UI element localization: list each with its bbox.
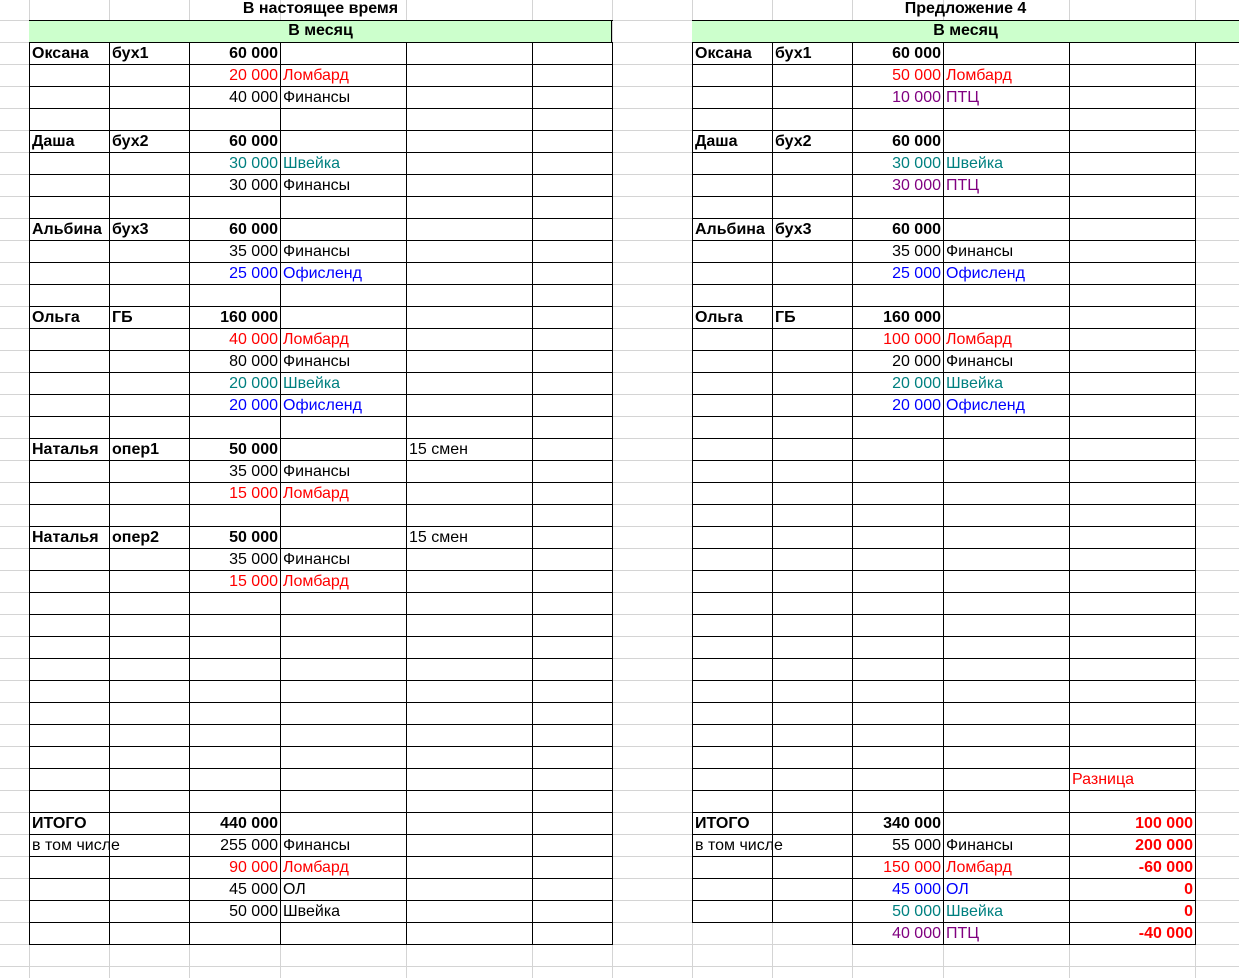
- cell-D11[interactable]: Финансы: [283, 243, 351, 260]
- cell-L40[interactable]: ОЛ: [946, 881, 969, 898]
- cell-D41[interactable]: Швейка: [283, 903, 341, 920]
- cell-C20[interactable]: 50 000: [229, 441, 278, 458]
- cell-border: [692, 460, 1196, 461]
- right_block-title: Предложение 4: [904, 0, 1027, 17]
- right_block-subheader: В месяц: [933, 22, 998, 39]
- cell-border: [692, 570, 1196, 571]
- cell-C7[interactable]: 30 000: [229, 155, 278, 172]
- cell-border: [29, 746, 613, 747]
- cell-I6[interactable]: Даша: [695, 133, 738, 150]
- cell-border: [692, 592, 1196, 593]
- cell-K38[interactable]: 55 000: [892, 837, 941, 854]
- cell-K14[interactable]: 160 000: [883, 309, 941, 326]
- cell-I38[interactable]: в том числе: [695, 837, 783, 854]
- cell-C17[interactable]: 20 000: [229, 375, 278, 392]
- cell-I14[interactable]: Ольга: [695, 309, 743, 326]
- cell-K3[interactable]: 50 000: [892, 67, 941, 84]
- cell-L4[interactable]: ПТЦ: [946, 89, 980, 106]
- cell-D22[interactable]: Ломбард: [283, 485, 349, 502]
- cell-C21[interactable]: 35 000: [229, 463, 278, 480]
- cell-L15[interactable]: Ломбард: [946, 331, 1012, 348]
- cell-D17[interactable]: Швейка: [283, 375, 341, 392]
- left_block-subheader: В месяц: [288, 22, 353, 39]
- cell-L41[interactable]: Швейка: [946, 903, 1004, 920]
- cell-border: [692, 526, 1196, 527]
- cell-K12[interactable]: 25 000: [892, 265, 941, 282]
- cell-J6[interactable]: бух2: [775, 133, 812, 150]
- cell-L16[interactable]: Финансы: [946, 353, 1014, 370]
- cell-J14[interactable]: ГБ: [775, 309, 796, 326]
- cell-D21[interactable]: Финансы: [283, 463, 351, 480]
- cell-L12[interactable]: Офисленд: [946, 265, 1025, 282]
- cell-border: [29, 812, 613, 813]
- cell-N35[interactable]: Разница: [1072, 771, 1135, 788]
- cell-D40[interactable]: ОЛ: [283, 881, 306, 898]
- cell-D18[interactable]: Офисленд: [283, 397, 362, 414]
- cell-E20[interactable]: 15 смен: [409, 441, 468, 458]
- cell-D8[interactable]: Финансы: [283, 177, 351, 194]
- cell-L39[interactable]: Ломбард: [946, 859, 1012, 876]
- cell-K39[interactable]: 150 000: [883, 859, 941, 876]
- cell-K4[interactable]: 10 000: [892, 89, 941, 106]
- cell-C6[interactable]: 60 000: [229, 133, 278, 150]
- cell-A24[interactable]: Наталья: [32, 529, 99, 546]
- cell-A37[interactable]: ИТОГО: [32, 815, 87, 832]
- cell-B14[interactable]: ГБ: [112, 309, 133, 326]
- cell-D26[interactable]: Ломбард: [283, 573, 349, 590]
- cell-I2[interactable]: Оксана: [695, 45, 752, 62]
- cell-A2[interactable]: Оксана: [32, 45, 89, 62]
- cell-L38[interactable]: Финансы: [946, 837, 1014, 854]
- cell-A6[interactable]: Даша: [32, 133, 75, 150]
- cell-A20[interactable]: Наталья: [32, 441, 99, 458]
- cell-D4[interactable]: Финансы: [283, 89, 351, 106]
- cell-border: [692, 680, 1196, 681]
- cell-I10[interactable]: Альбина: [695, 221, 765, 238]
- cell-B10[interactable]: бух3: [112, 221, 149, 238]
- cell-K42[interactable]: 40 000: [892, 925, 941, 942]
- cell-N40[interactable]: 0: [1184, 881, 1193, 898]
- cell-N41[interactable]: 0: [1184, 903, 1193, 920]
- cell-border: [1195, 922, 1196, 944]
- cell-border: [692, 482, 1196, 483]
- cell-J2[interactable]: бух1: [775, 45, 812, 62]
- cell-K17[interactable]: 20 000: [892, 375, 941, 392]
- cell-C10[interactable]: 60 000: [229, 221, 278, 238]
- cell-L7[interactable]: Швейка: [946, 155, 1004, 172]
- cell-border: [612, 42, 613, 944]
- cell-K40[interactable]: 45 000: [892, 881, 941, 898]
- cell-border: [692, 636, 1196, 637]
- cell-N38[interactable]: 200 000: [1135, 837, 1193, 854]
- cell-C18[interactable]: 20 000: [229, 397, 278, 414]
- cell-K15[interactable]: 100 000: [883, 331, 941, 348]
- gridline: [0, 966, 1239, 967]
- cell-C41[interactable]: 50 000: [229, 903, 278, 920]
- cell-K7[interactable]: 30 000: [892, 155, 941, 172]
- cell-K18[interactable]: 20 000: [892, 397, 941, 414]
- cell-border: [29, 944, 613, 945]
- cell-C14[interactable]: 160 000: [220, 309, 278, 326]
- cell-border: [692, 658, 1196, 659]
- cell-C3[interactable]: 20 000: [229, 67, 278, 84]
- cell-border: [109, 42, 110, 944]
- cell-C37[interactable]: 440 000: [220, 815, 278, 832]
- cell-D12[interactable]: Офисленд: [283, 265, 362, 282]
- cell-border: [692, 724, 1196, 725]
- cell-K2[interactable]: 60 000: [892, 45, 941, 62]
- cell-D3[interactable]: Ломбард: [283, 67, 349, 84]
- cell-D7[interactable]: Швейка: [283, 155, 341, 172]
- cell-B6[interactable]: бух2: [112, 133, 149, 150]
- cell-A10[interactable]: Альбина: [32, 221, 102, 238]
- cell-C26[interactable]: 15 000: [229, 573, 278, 590]
- cell-border: [29, 680, 613, 681]
- cell-L11[interactable]: Финансы: [946, 243, 1014, 260]
- cell-D39[interactable]: Ломбард: [283, 859, 349, 876]
- cell-N39[interactable]: -60 000: [1138, 859, 1193, 876]
- cell-border: [29, 42, 30, 944]
- cell-C22[interactable]: 15 000: [229, 485, 278, 502]
- cell-border: [692, 614, 1196, 615]
- cell-L18[interactable]: Офисленд: [946, 397, 1025, 414]
- cell-C12[interactable]: 25 000: [229, 265, 278, 282]
- cell-K41[interactable]: 50 000: [892, 903, 941, 920]
- cell-border: [692, 438, 1196, 439]
- cell-L3[interactable]: Ломбард: [946, 67, 1012, 84]
- cell-C39[interactable]: 90 000: [229, 859, 278, 876]
- cell-B2[interactable]: бух1: [112, 45, 149, 62]
- cell-K37[interactable]: 340 000: [883, 815, 941, 832]
- cell-K16[interactable]: 20 000: [892, 353, 941, 370]
- cell-C24[interactable]: 50 000: [229, 529, 278, 546]
- cell-K10[interactable]: 60 000: [892, 221, 941, 238]
- cell-D38[interactable]: Финансы: [283, 837, 351, 854]
- cell-C16[interactable]: 80 000: [229, 353, 278, 370]
- cell-border: [29, 768, 613, 769]
- cell-C8[interactable]: 30 000: [229, 177, 278, 194]
- cell-C11[interactable]: 35 000: [229, 243, 278, 260]
- cell-K8[interactable]: 30 000: [892, 177, 941, 194]
- cell-C2[interactable]: 60 000: [229, 45, 278, 62]
- cell-B20[interactable]: опер1: [112, 441, 160, 458]
- cell-border: [692, 548, 1196, 549]
- cell-C25[interactable]: 35 000: [229, 551, 278, 568]
- cell-C40[interactable]: 45 000: [229, 881, 278, 898]
- cell-border: [29, 790, 613, 791]
- cell-border: [29, 614, 613, 615]
- cell-border: [406, 42, 407, 944]
- cell-B24[interactable]: опер2: [112, 529, 160, 546]
- cell-border: [29, 636, 613, 637]
- cell-border: [29, 702, 613, 703]
- left_block-title: В настоящее время: [242, 0, 399, 17]
- cell-border: [692, 746, 1196, 747]
- cell-N42[interactable]: -40 000: [1138, 925, 1193, 942]
- cell-J10[interactable]: бух3: [775, 221, 812, 238]
- cell-I37[interactable]: ИТОГО: [695, 815, 750, 832]
- cell-C4[interactable]: 40 000: [229, 89, 278, 106]
- cell-L42[interactable]: ПТЦ: [946, 925, 980, 942]
- cell-border: [692, 702, 1196, 703]
- cell-border: [29, 658, 613, 659]
- cell-L8[interactable]: ПТЦ: [946, 177, 980, 194]
- cell-D16[interactable]: Финансы: [283, 353, 351, 370]
- cell-border: [29, 724, 613, 725]
- cell-A38[interactable]: в том числе: [32, 837, 120, 854]
- cell-E24[interactable]: 15 смен: [409, 529, 468, 546]
- cell-border: [692, 504, 1196, 505]
- cell-D15[interactable]: Ломбард: [283, 331, 349, 348]
- cell-border: [532, 42, 533, 944]
- cell-K6[interactable]: 60 000: [892, 133, 941, 150]
- cell-A14[interactable]: Ольга: [32, 309, 80, 326]
- cell-K11[interactable]: 35 000: [892, 243, 941, 260]
- cell-D25[interactable]: Финансы: [283, 551, 351, 568]
- cell-C15[interactable]: 40 000: [229, 331, 278, 348]
- cell-N37[interactable]: 100 000: [1135, 815, 1193, 832]
- cell-L17[interactable]: Швейка: [946, 375, 1004, 392]
- cell-C38[interactable]: 255 000: [220, 837, 278, 854]
